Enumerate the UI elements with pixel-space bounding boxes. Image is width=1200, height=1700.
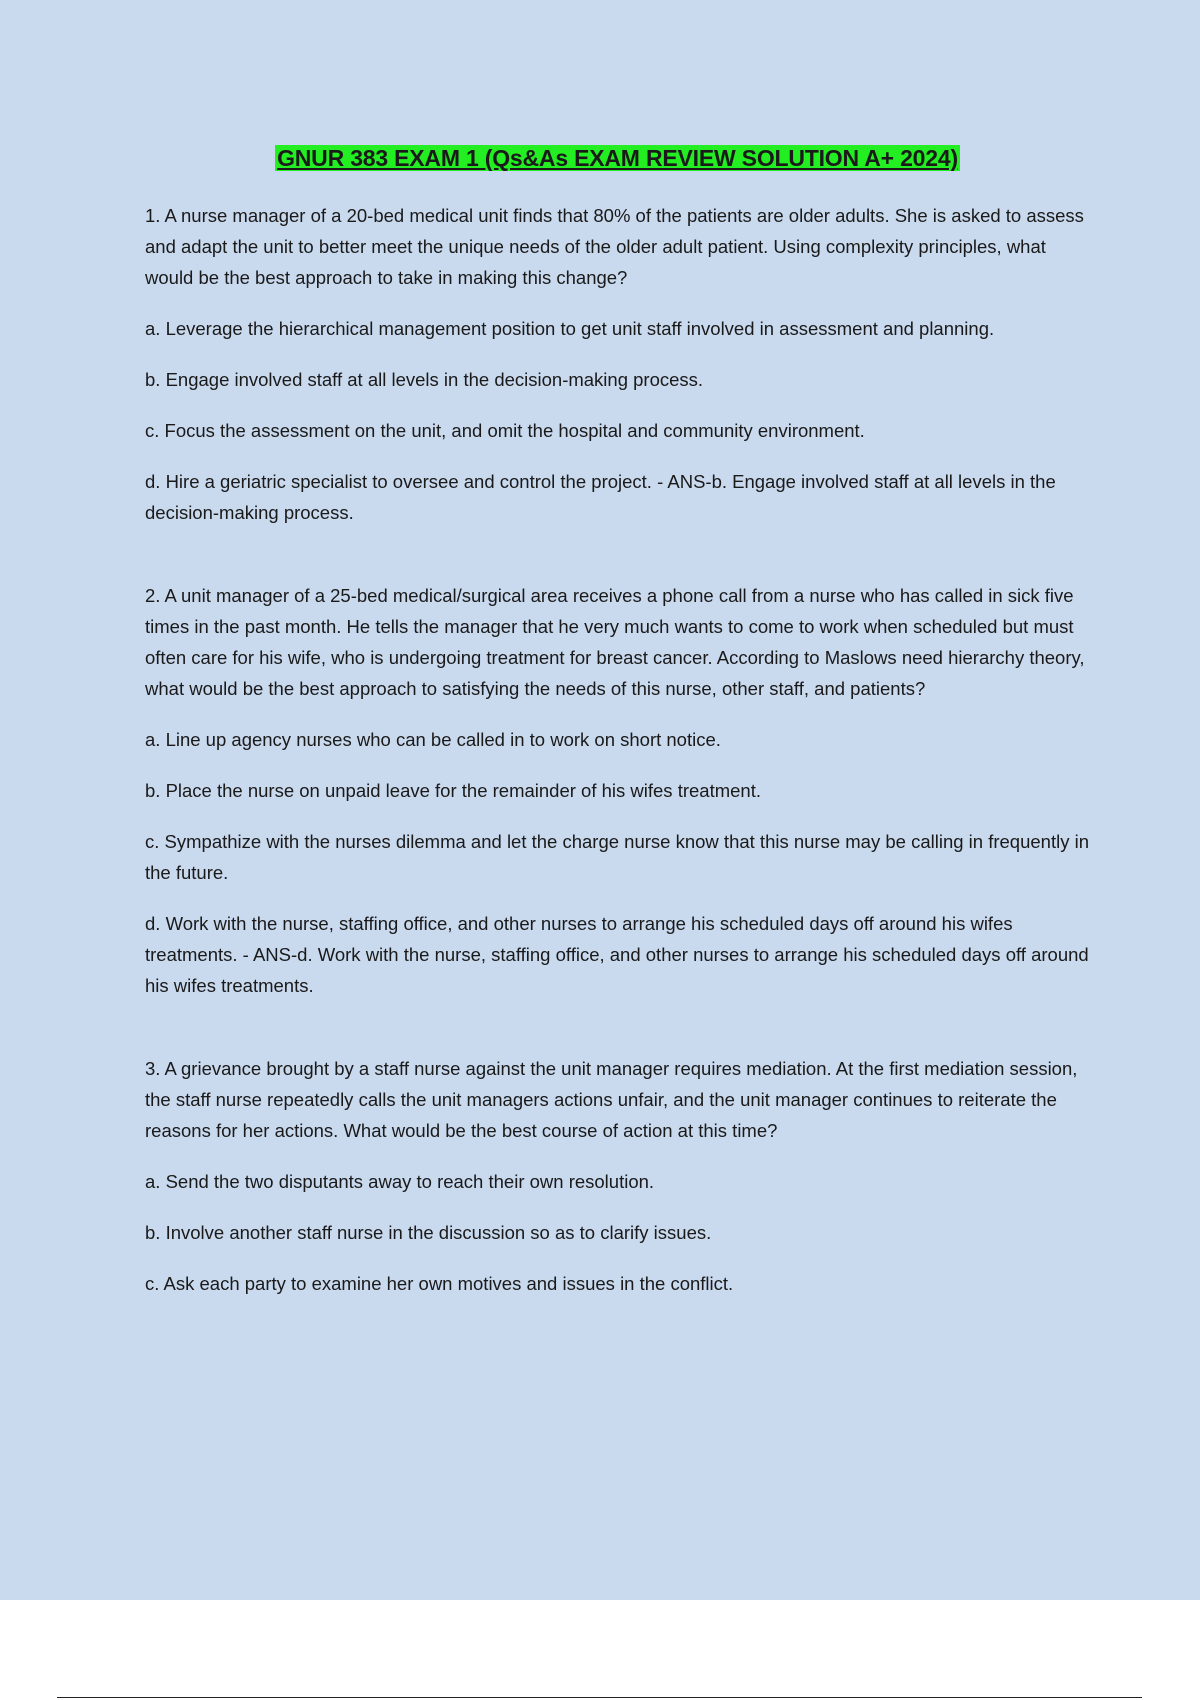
question-1 [145,200,1090,528]
answer-option: c. Ask each party to examine her own motives and issues in the conflict. [145,1273,734,1294]
answer-option: b. Involve another staff nurse in the discussion so as to clarify issues. [145,1222,712,1243]
document-content [145,145,1090,1351]
answer-option: a. Leverage the hierarchical management position to get unit staff involved in assessment and planning. [145,318,995,339]
answer-option: c. Focus the assessment on the unit, and omit the hospital and community environment. [145,420,865,441]
question-text: 1. A nurse manager of a 20-bed medical unit finds that 80% of the patients are older adults. She is asked to assess and adapt the unit to better meet the unique needs of the older adult patient. Using complexity principles, what would be the best approach to take in making this change? [145,205,1084,288]
page-bottom-margin [0,1600,1200,1700]
document-title-text: GNUR 383 EXAM 1 (Qs&As EXAM REVIEW SOLUTION A+ 2024) [277,145,958,171]
document-title [145,145,1090,172]
footer-divider [57,1697,1142,1698]
answer-option: a. Send the two disputants away to reach their own resolution. [145,1171,655,1192]
question-text: 3. A grievance brought by a staff nurse against the unit manager requires mediation. At the first mediation session, the staff nurse repeatedly calls the unit managers actions unfair, and the unit manager continues to reiterate the reasons for her actions. What would be the best course of action at this time? [145,1058,1078,1141]
question-3 [145,1053,1090,1299]
question-2 [145,580,1090,1001]
answer-option: d. Hire a geriatric specialist to oversee and control the project. - ANS-b. Engage involved staff at all levels in the decision-making process. [145,471,1056,523]
answer-option: d. Work with the nurse, staffing office, and other nurses to arrange his scheduled days off around his wifes treatments. - ANS-d. Work with the nurse, staffing office, and other nurses to arrange his scheduled days off around his wifes treatments. [145,913,1089,996]
answer-option: c. Sympathize with the nurses dilemma and let the charge nurse know that this nurse may be calling in frequently in the future. [145,831,1089,883]
answer-option: b. Engage involved staff at all levels in the decision-making process. [145,369,704,390]
answer-option: a. Line up agency nurses who can be called in to work on short notice. [145,729,721,750]
question-text: 2. A unit manager of a 25-bed medical/surgical area receives a phone call from a nurse who has called in sick five times in the past month. He tells the manager that he very much wants to come to work when scheduled but must often care for his wife, who is undergoing treatment for breast cancer. According to Maslows need hierarchy theory, what would be the best approach to satisfying the needs of this nurse, other staff, and patients? [145,585,1085,699]
answer-option: b. Place the nurse on unpaid leave for the remainder of his wifes treatment. [145,780,761,801]
